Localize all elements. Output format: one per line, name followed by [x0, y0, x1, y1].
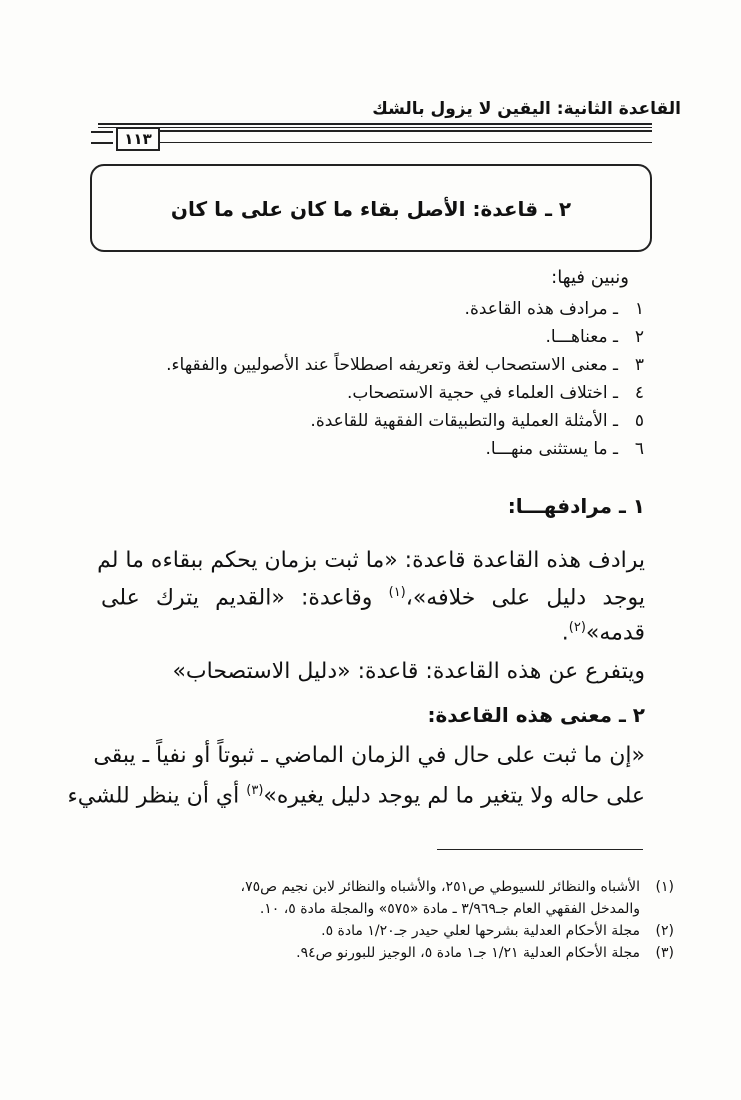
list-item: ١ـ مرادف هذه القاعدة.	[464, 299, 644, 319]
footnote-separator	[437, 849, 643, 850]
header-rule-thin	[98, 127, 652, 128]
list-item: ٢ـ معناهـــا.	[545, 327, 644, 347]
footnote-ref: (٣)	[246, 783, 264, 798]
body-line: يرادف هذه القاعدة قاعدة: «ما ثبت بزمان يحكم ببقاءه ما لم	[97, 548, 645, 573]
footnote-ref: (٢)	[568, 620, 586, 635]
rule-title: ٢ ـ قاعدة: الأصل بقاء ما كان على ما كان	[170, 197, 572, 221]
page-number: ١١٣	[116, 127, 160, 151]
page-number-ornament-right	[160, 130, 652, 143]
list-item: ٥ـ الأمثلة العملية والتطبيقات الفقهية للقاعدة.	[310, 411, 644, 431]
footnote: (٣)مجلة الأحكام العدلية ١/٢١ جـ١ مادة ٥، الوجيز للبورنو ص٩٤.	[296, 945, 674, 961]
header-rule-thick	[98, 123, 652, 125]
page-number-ornament-left	[91, 131, 113, 144]
footnote-ref: (١)	[388, 585, 406, 600]
section-heading-synonyms: ١ ـ مرادفهـــا:	[507, 494, 645, 518]
body-line: على حاله ولا يتغير ما لم يوجد دليل يغيره»$^{(٣)}$ أي أن ينظر للشيء	[67, 783, 645, 809]
list-item: ٣ـ معنى الاستصحاب لغة وتعريفه اصطلاحاً عند الأصوليين والفقهاء.	[166, 355, 644, 375]
list-item: ٦ـ ما يستثنى منهـــا.	[485, 439, 644, 459]
footnotes	[64, 876, 674, 964]
footnote: (٢)مجلة الأحكام العدلية بشرحها لعلي حيدر جـ١/٢٠ مادة ٥.	[321, 923, 674, 939]
outline-list	[166, 295, 644, 463]
list-item: ٤ـ اختلاف العلماء في حجية الاستصحاب.	[347, 383, 644, 403]
body-line: «إن ما ثبت على حال في الزمان الماضي ـ ثبوتاً أو نفياً ـ يبقى	[93, 743, 645, 768]
body-line: ويتفرع عن هذه القاعدة: قاعدة: «دليل الاستصحاب»	[172, 659, 645, 684]
footnote-continuation: والمدخل الفقهي العام جـ٣/٩٦٩ ـ مادة «٥٧٥» والمجلة مادة ٥، ١٠.	[259, 901, 640, 917]
intro-lead: ونبين فيها:	[551, 267, 629, 288]
running-header-title: القاعدة الثانية: اليقين لا يزول بالشك	[372, 99, 681, 119]
footnote: (١)الأشباه والنظائر للسيوطي ص٢٥١، والأشباه والنظائر لابن نجيم ص٧٥،	[240, 879, 674, 895]
body-line: يوجد دليل على خلافه»،$^{(١)}$ وقاعدة: «القديم يترك على	[101, 585, 646, 611]
section-heading-meaning: ٢ ـ معنى هذه القاعدة:	[427, 703, 645, 727]
body-line: قدمه»$^{(٢)}$.	[561, 620, 645, 646]
